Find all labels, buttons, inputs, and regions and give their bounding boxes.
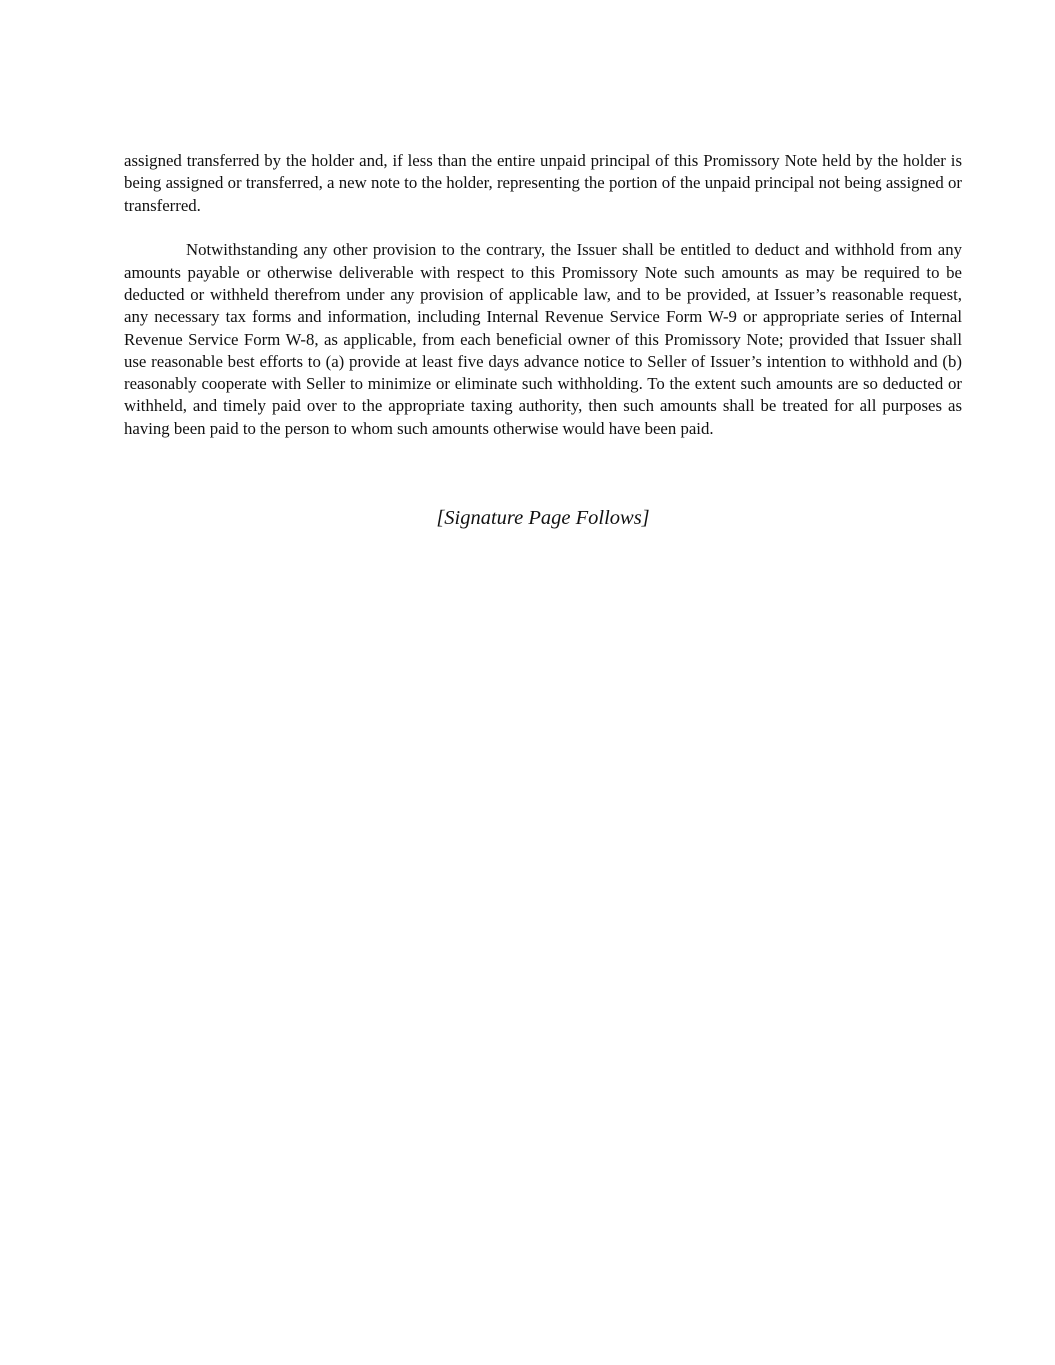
signature-page-note: [Signature Page Follows] (436, 507, 650, 529)
continuation-paragraph: assigned transferred by the holder and, if less than the entire unpaid principal of this Promissory Note held by the holder is being assigned or transferred, a new note to the holder, representing the portion of the unpaid principal not being assigned or transferred. (124, 151, 962, 215)
withholding-paragraph: Notwithstanding any other provision to the contrary, the Issuer shall be entitled to deduct and withhold from any amounts payable or otherwise deliverable with respect to this Promissory Note such amounts as may be required to be deducted or withheld therefrom under any provision of applicable law, and to be provided, at Issuer’s reasonable request, any necessary tax forms and information, including Internal Revenue Service Form W-9 or appropriate series of Internal Revenue Service Form W-8, as applicable, from each beneficial owner of this Promissory Note; provided that Issuer shall use reasonable best efforts to (a) provide at least five days advance notice to Seller of Issuer’s intention to withhold and (b) reasonably cooperate with Seller to minimize or eliminate such withholding. To the extent such amounts are so deducted or withheld, and timely paid over to the appropriate taxing authority, then such amounts shall be treated for all purposes as having been paid to the person to whom such amounts otherwise would have been paid. (124, 240, 962, 438)
document-body (124, 150, 962, 529)
